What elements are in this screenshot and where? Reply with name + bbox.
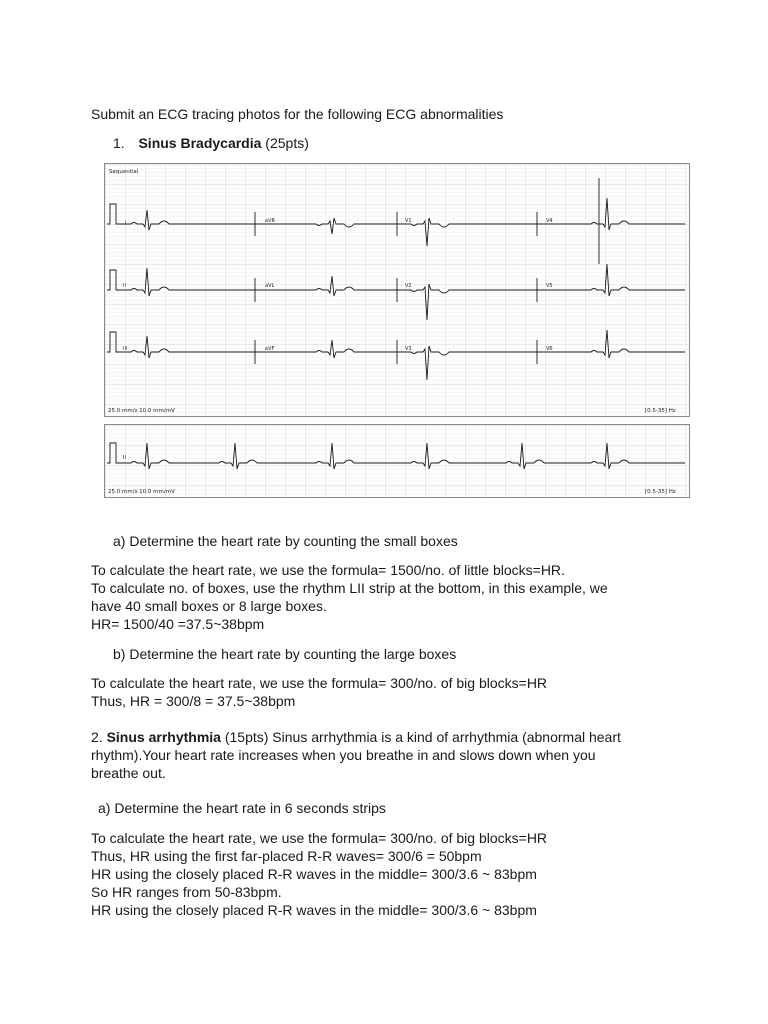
ecg-rhythm-strip-image — [104, 424, 690, 498]
question-2-number: 2. — [91, 729, 107, 745]
question-1a-label: a) Determine the heart rate by counting the small boxes — [113, 533, 458, 549]
lead-label-III: III — [123, 346, 128, 352]
lead-label-aVF: aVF — [265, 346, 275, 352]
question-1b-label: b) Determine the heart rate by counting the large boxes — [113, 646, 457, 662]
rhythm-filter-label: [0.5-35] Hz — [645, 489, 676, 495]
lead-label-aVR: aVR — [265, 218, 275, 224]
lead-label-V2: V2 — [405, 283, 412, 289]
lead-label-V3: V3 — [405, 346, 412, 352]
question-1-heading — [113, 135, 309, 152]
question-1-title: Sinus Bradycardia — [138, 135, 262, 151]
question-1a-line-3: have 40 small boxes or 8 large boxes. — [91, 598, 327, 614]
ecg-rhythm-strip-svg — [105, 425, 689, 497]
lead-label-II: II — [123, 283, 126, 289]
intro-text: Submit an ECG tracing photos for the following ECG abnormalities — [91, 106, 504, 122]
question-1b-line-1: To calculate the heart rate, we use the formula= 300/no. of big blocks=HR — [91, 675, 548, 691]
question-1-points: (25pts) — [261, 135, 309, 151]
question-2a-line-2: Thus, HR using the first far-placed R-R waves= 300/6 = 50bpm — [91, 848, 482, 864]
lead-label-V1: V1 — [405, 218, 412, 224]
question-2a-line-1: To calculate the heart rate, we use the formula= 300/no. of big blocks=HR — [91, 830, 548, 846]
question-2a-label: a) Determine the heart rate in 6 seconds strips — [98, 800, 386, 816]
lead-label-V4: V4 — [546, 218, 553, 224]
question-1a-line-2: To calculate no. of boxes, use the rhythm LII strip at the bottom, in this example, we — [91, 580, 608, 596]
question-2-text: (15pts) Sinus arrhythmia is a kind of arrhythmia (abnormal heart — [220, 729, 621, 745]
question-2-line-2: breathe out. — [91, 765, 166, 781]
lead-label-I: I — [125, 221, 127, 227]
rhythm-speed-label: 25.0 mm/s 10.0 mm/mV — [108, 489, 175, 495]
question-2-line-1: rhythm).Your heart rate increases when you breathe in and slows down when you — [91, 747, 596, 763]
question-1a-line-1: To calculate the heart rate, we use the formula= 1500/no. of little blocks=HR. — [91, 562, 565, 578]
question-2-title: Sinus arrhythmia — [106, 729, 221, 745]
question-2a-line-4: So HR ranges from 50-83bpm. — [91, 884, 282, 900]
rhythm-lead-label: II — [123, 455, 126, 461]
question-2a-line-3: HR using the closely placed R-R waves in the middle= 300/3.6 ~ 83bpm — [91, 866, 537, 882]
lead-label-aVL: aVL — [265, 283, 275, 289]
question-1b-line-2: Thus, HR = 300/8 = 37.5~38bpm — [91, 693, 296, 709]
question-2a-line-5: HR using the closely placed R-R waves in the middle= 300/3.6 ~ 83bpm — [91, 902, 537, 918]
question-1a-line-4: HR= 1500/40 =37.5~38bpm — [91, 616, 265, 632]
ecg-12-lead-image — [104, 163, 690, 417]
ecg-speed-label: 25.0 mm/s 10.0 mm/mV — [108, 408, 175, 414]
ecg-12-lead-svg — [105, 164, 689, 416]
question-1-number: 1. — [113, 135, 125, 151]
lead-label-V6: V6 — [546, 346, 553, 352]
ecg-header-label: Sequential — [109, 169, 139, 175]
lead-label-V5: V5 — [546, 283, 553, 289]
ecg-filter-label: [0.5-35] Hz — [645, 408, 676, 414]
question-2-heading — [91, 729, 621, 746]
